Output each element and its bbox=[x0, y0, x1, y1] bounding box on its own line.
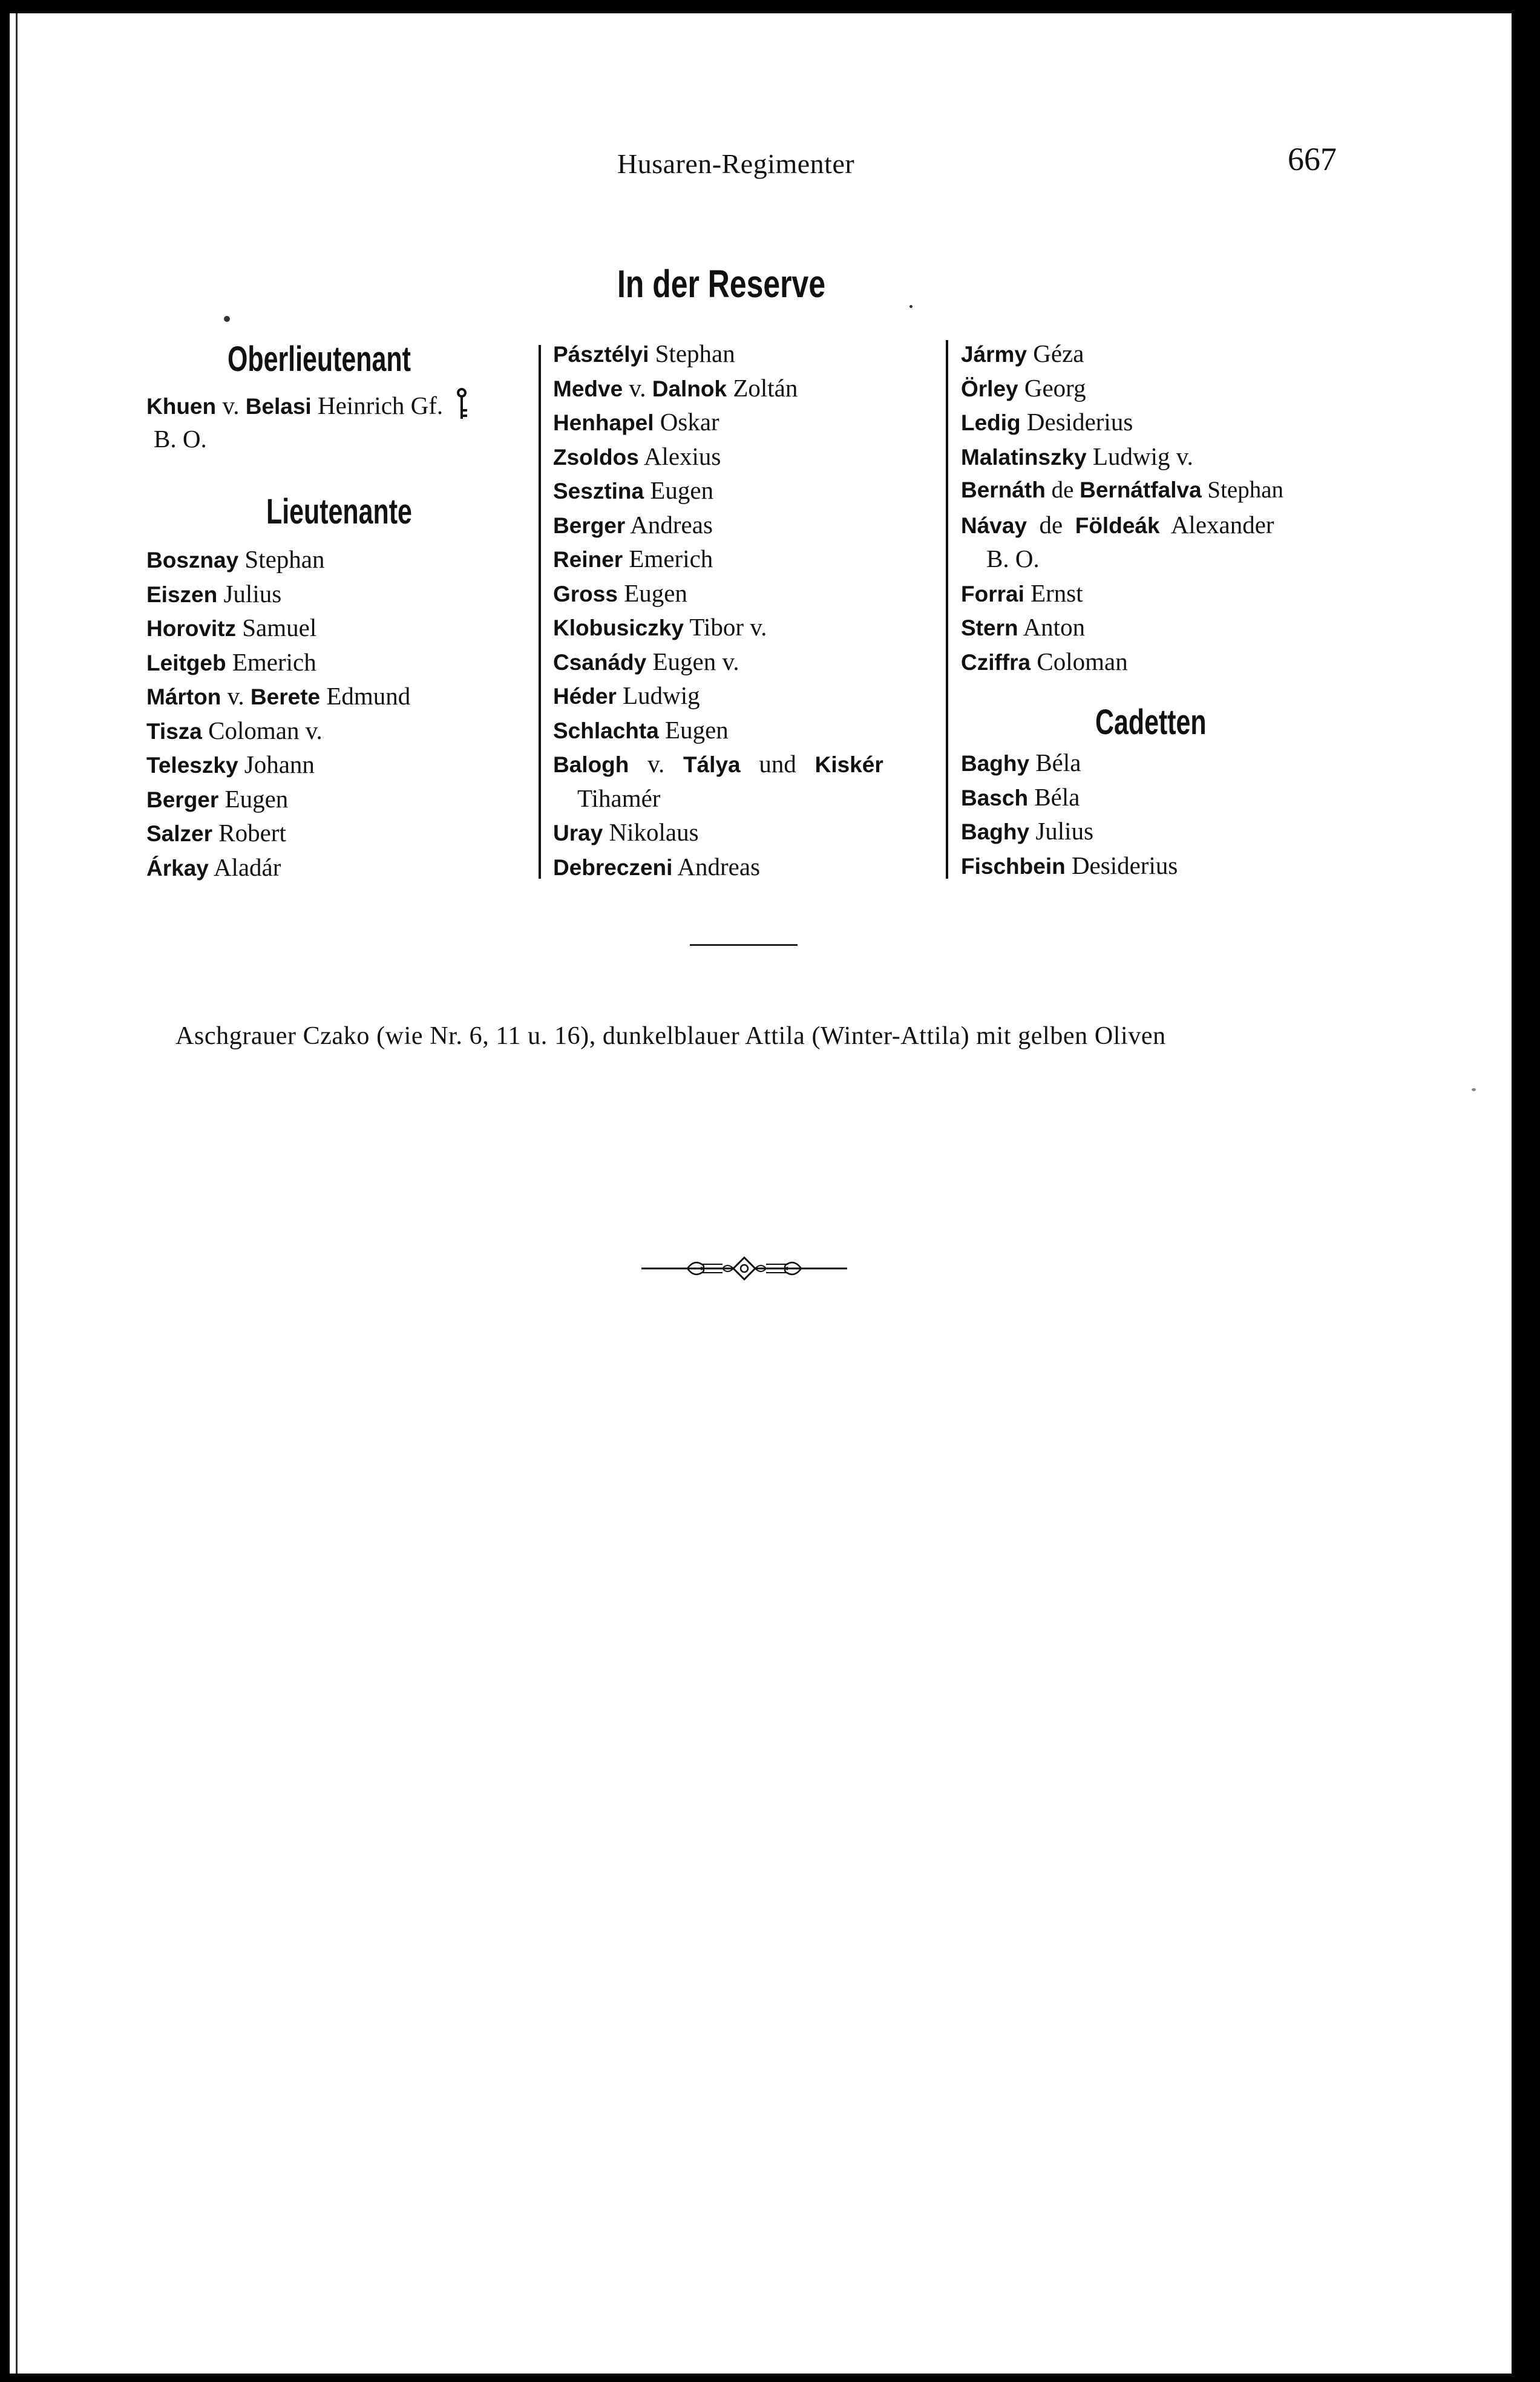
list-item: Debreczeni Andreas bbox=[553, 852, 761, 881]
key-icon bbox=[454, 387, 470, 422]
list-item-continuation: B. O. bbox=[154, 424, 207, 453]
list-item: Bosznay Stephan bbox=[146, 545, 325, 573]
list-item: Pásztélyi Stephan bbox=[553, 340, 735, 367]
page-number: 667 bbox=[1288, 141, 1337, 177]
list-item: Schlachta Eugen bbox=[553, 715, 729, 744]
scan-border-top bbox=[0, 0, 1540, 13]
separator-rule bbox=[690, 944, 798, 946]
column-rule bbox=[946, 340, 948, 879]
list-item: Forrai Ernst bbox=[961, 579, 1083, 607]
list-item: Baghy Julius bbox=[961, 817, 1094, 845]
list-item: Márton v. Berete Edmund bbox=[146, 682, 411, 710]
reserve-list-right bbox=[961, 336, 1283, 678]
scan-speck bbox=[909, 305, 913, 308]
list-item: Uray Nikolaus bbox=[553, 818, 699, 846]
scan-border-bottom bbox=[0, 2374, 1540, 2382]
list-item: Leitgeb Emerich bbox=[146, 648, 316, 676]
scan-edge-line bbox=[16, 13, 18, 2374]
heading-oberlieutenant: Oberlieutenant bbox=[228, 340, 411, 379]
section-title: In der Reserve bbox=[617, 262, 826, 306]
list-item: Bernáth de Bernátfalva Stephan bbox=[961, 477, 1284, 503]
list-item: Basch Béla bbox=[961, 783, 1080, 811]
list-item: Ledig Desiderius bbox=[961, 408, 1133, 436]
list-item: Héder Ludwig bbox=[553, 681, 700, 709]
heading-lieutenante: Lieutenante bbox=[266, 492, 412, 531]
scan-border-right bbox=[1512, 0, 1540, 2382]
list-item: Balogh v. Tálya und Kiskér bbox=[553, 750, 883, 778]
list-item: Návay de Földeák Alexander bbox=[961, 510, 1274, 539]
list-item: Berger Andreas bbox=[553, 510, 713, 539]
reserve-list-middle bbox=[553, 336, 883, 884]
list-item-continuation: B. O. bbox=[986, 545, 1040, 573]
list-item: Medve v. Dalnok Zoltán bbox=[553, 373, 798, 402]
list-item: Khuen v. Belasi Heinrich Gf. bbox=[146, 387, 470, 422]
list-item: Árkay Aladár bbox=[146, 853, 281, 881]
list-item: Baghy Béla bbox=[961, 749, 1081, 776]
scan-speck bbox=[1472, 1088, 1476, 1091]
cadetten-list bbox=[961, 746, 1178, 882]
list-item: Salzer Robert bbox=[146, 819, 286, 847]
list-item: Berger Eugen bbox=[146, 784, 289, 813]
list-item: Stern Anton bbox=[961, 613, 1086, 641]
list-item: Cziffra Coloman bbox=[961, 647, 1128, 675]
list-item: Fischbein Desiderius bbox=[961, 851, 1178, 879]
lieutenante-list bbox=[146, 542, 410, 884]
ornament-icon bbox=[641, 1255, 847, 1282]
list-item: Henhapel Oskar bbox=[553, 408, 719, 436]
list-item: Zsoldos Alexius bbox=[553, 442, 721, 470]
list-item: Jármy Géza bbox=[961, 340, 1084, 367]
list-item-continuation: Tihamér bbox=[577, 784, 661, 812]
list-item: Horovitz Samuel bbox=[146, 614, 317, 641]
running-head: Husaren-Regimenter bbox=[617, 148, 855, 179]
list-item: Malatinszky Ludwig v. bbox=[961, 442, 1193, 470]
scan-speck bbox=[224, 316, 230, 322]
list-item: Örley Georg bbox=[961, 373, 1086, 402]
uniform-description: Aschgrauer Czako (wie Nr. 6, 11 u. 16), dunkelblauer Attila (Winter-Attila) mit gelben Oliven bbox=[175, 1022, 1166, 1050]
list-item: Teleszky Johann bbox=[146, 750, 315, 778]
list-item: Csanády Eugen v. bbox=[553, 647, 739, 675]
list-item: Sesztina Eugen bbox=[553, 476, 714, 504]
oberlieutenant-list bbox=[146, 387, 470, 456]
list-item: Reiner Emerich bbox=[553, 545, 713, 573]
heading-cadetten: Cadetten bbox=[1095, 703, 1207, 742]
list-item: Gross Eugen bbox=[553, 579, 687, 607]
scan-border-left bbox=[0, 0, 10, 2382]
list-item: Tisza Coloman v. bbox=[146, 716, 323, 744]
list-item: Klobusiczky Tibor v. bbox=[553, 613, 767, 641]
column-rule bbox=[539, 345, 541, 879]
list-item: Eiszen Julius bbox=[146, 579, 282, 608]
